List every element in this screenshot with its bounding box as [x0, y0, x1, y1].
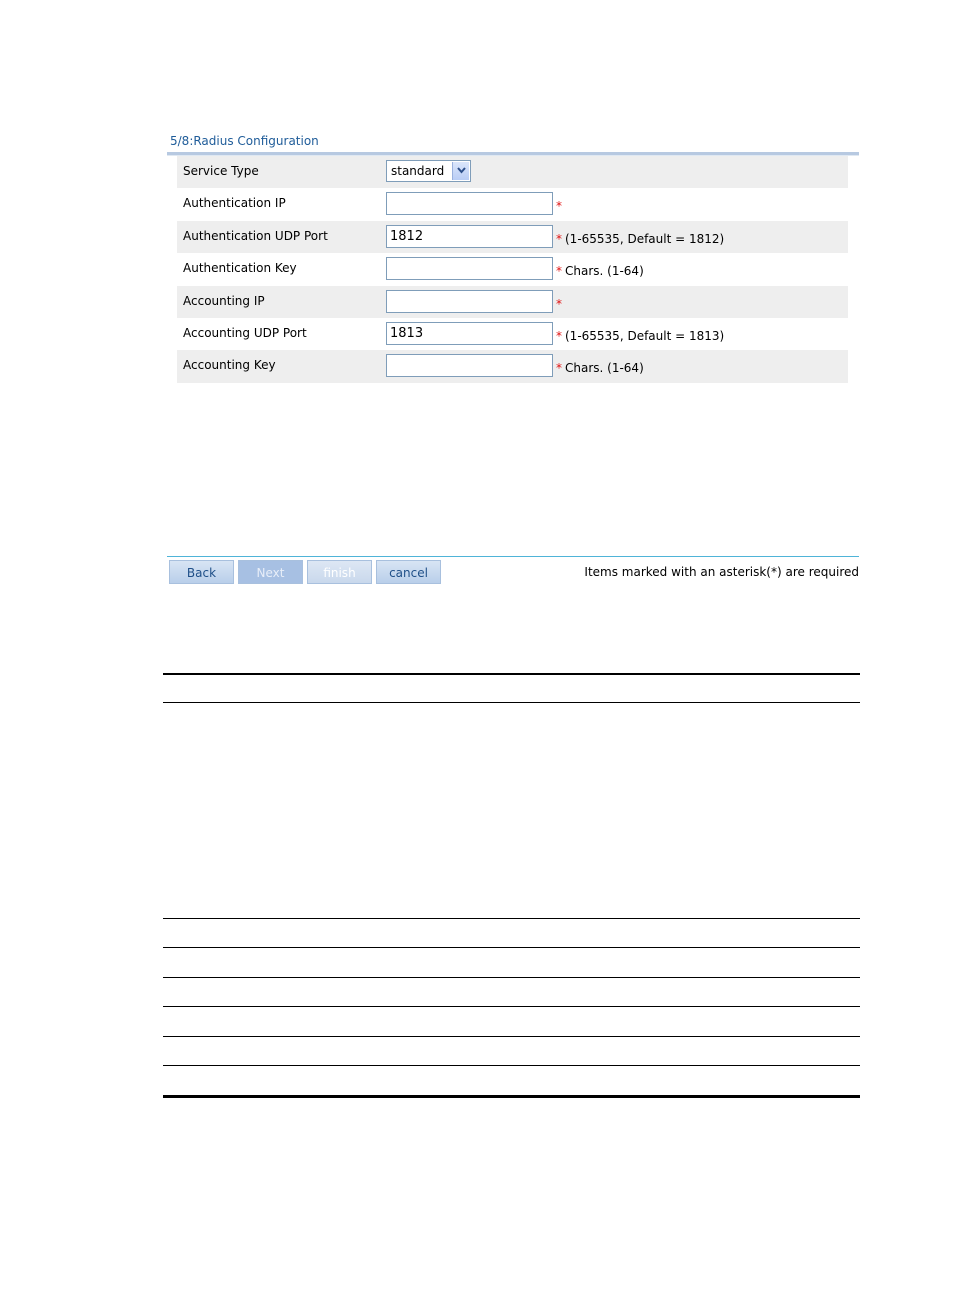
auth-ip-input[interactable]: [386, 192, 553, 215]
acct-key-label: Accounting Key: [183, 358, 276, 373]
table-row-rule: [163, 947, 860, 948]
required-note: Items marked with an asterisk(*) are required: [584, 565, 859, 579]
auth-ip-label: Authentication IP: [183, 196, 286, 211]
acct-ip-row: [177, 286, 848, 318]
back-button[interactable]: Back: [169, 560, 234, 584]
auth-port-hint: (1-65535, Default = 1812): [565, 231, 725, 246]
acct-ip-label: Accounting IP: [183, 293, 265, 308]
next-button[interactable]: Next: [238, 560, 303, 584]
acct-port-row: [177, 318, 848, 350]
auth-port-label: Authentication UDP Port: [183, 228, 328, 243]
required-asterisk: *: [556, 231, 562, 246]
acct-ip-input[interactable]: [386, 290, 553, 313]
required-asterisk: *: [556, 361, 562, 376]
table-top-rule: [163, 673, 860, 675]
auth-key-label: Authentication Key: [183, 261, 297, 276]
title-divider: [167, 152, 859, 155]
required-asterisk: *: [556, 296, 562, 311]
section-title: 5/8:Radius Configuration: [170, 134, 319, 148]
table-row-rule: [163, 1036, 860, 1037]
table-bottom-rule: [163, 1095, 860, 1098]
acct-port-input[interactable]: [386, 322, 553, 345]
auth-key-row: [177, 253, 848, 285]
auth-port-input[interactable]: [386, 225, 553, 248]
service-type-select[interactable]: [386, 160, 471, 182]
required-asterisk: *: [556, 264, 562, 279]
service-type-row: [177, 156, 848, 188]
auth-key-input[interactable]: [386, 257, 553, 280]
cancel-button[interactable]: cancel: [376, 560, 441, 584]
table-row-rule: [163, 977, 860, 978]
finish-button[interactable]: finish: [307, 560, 372, 584]
table-row-rule: [163, 1006, 860, 1007]
acct-key-row: [177, 350, 848, 382]
auth-port-row: [177, 221, 848, 253]
table-header-rule: [163, 702, 860, 703]
acct-port-hint: (1-65535, Default = 1813): [565, 328, 725, 343]
table-row-rule: [163, 1065, 860, 1066]
radius-config-form: [177, 156, 848, 383]
acct-key-input[interactable]: [386, 354, 553, 377]
table-row-rule: [163, 918, 860, 919]
auth-key-hint: Chars. (1-64): [565, 264, 644, 279]
chevron-down-icon[interactable]: [452, 162, 469, 180]
acct-key-hint: Chars. (1-64): [565, 361, 644, 376]
required-asterisk: *: [556, 199, 562, 214]
button-bar-divider: [167, 556, 859, 557]
required-asterisk: *: [556, 328, 562, 343]
acct-port-label: Accounting UDP Port: [183, 325, 307, 340]
service-type-label: Service Type: [183, 164, 259, 178]
auth-ip-row: [177, 188, 848, 220]
service-type-value: standard: [391, 164, 445, 178]
